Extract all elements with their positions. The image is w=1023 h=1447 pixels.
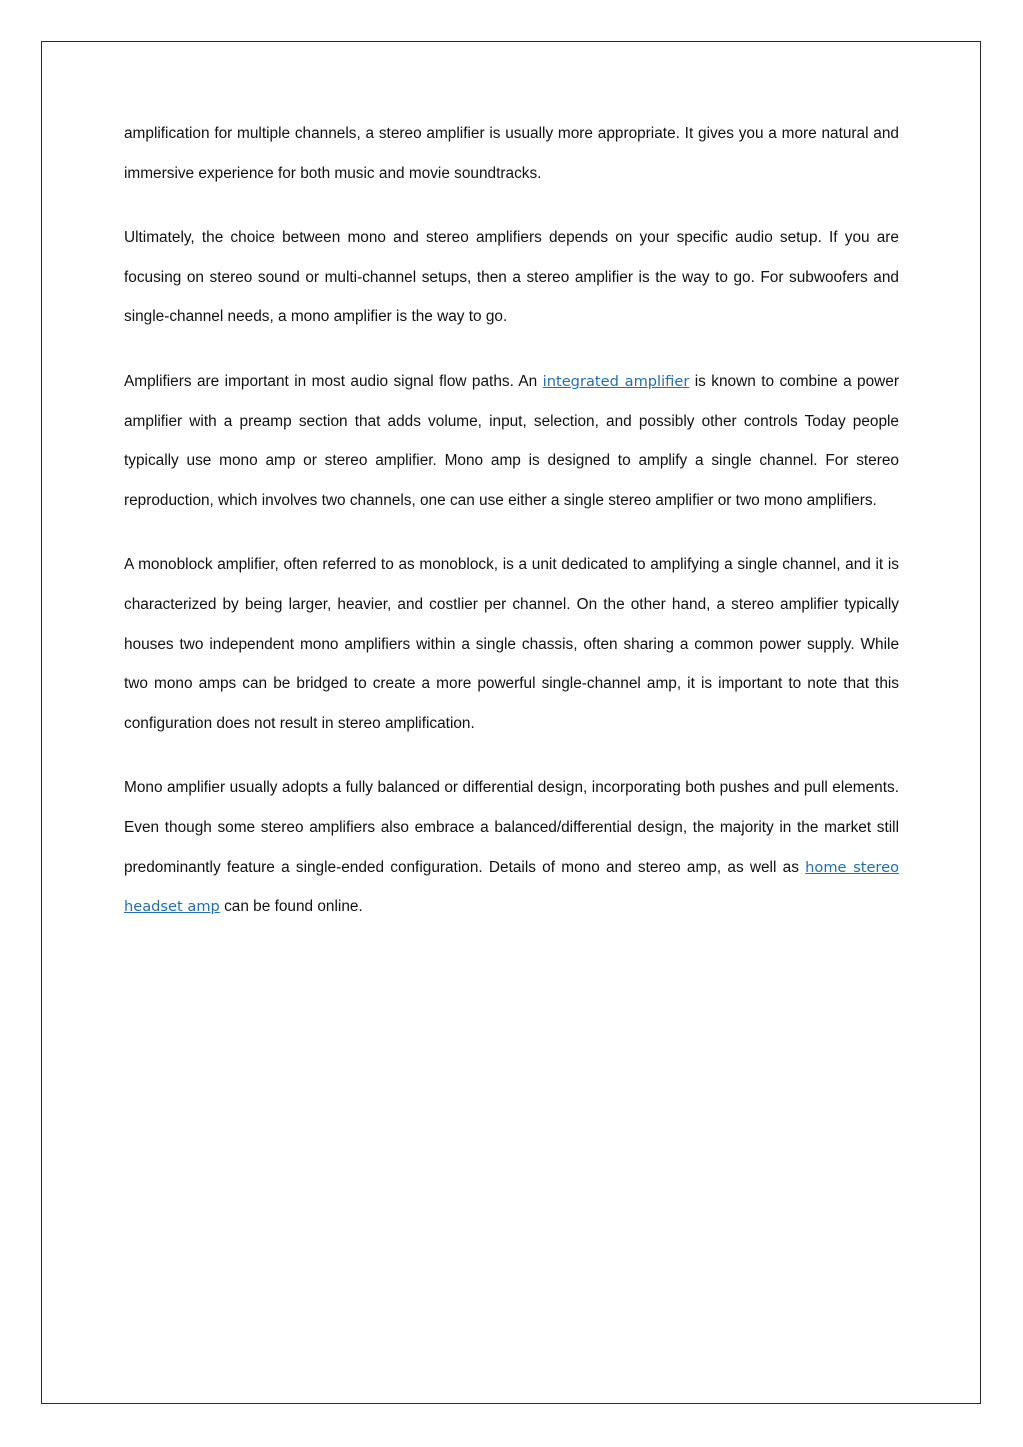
paragraph-3-text-before-link: Amplifiers are important in most audio signal flow paths. An	[124, 372, 543, 390]
document-body	[124, 114, 899, 952]
home-stereo-headset-amp-link[interactable]: home stereo headset amp	[124, 858, 900, 916]
paragraph-3	[124, 362, 899, 520]
paragraph-2: Ultimately, the choice between mono and stereo amplifiers depends on your specific audio setup. If you are focusing on stereo sound or multi-channel setups, then a stereo amplifier is the way to go. For subwoofers and single-channel needs, a mono amplifier is the way to go.	[124, 229, 899, 326]
paragraph-5-text-before-link: Mono amplifier usually adopts a fully balanced or differential design, incorporating both pushes and pull elements. Even though some stereo amplifiers also embrace a balanced/differential design, the majority in the market still predominantly feature a single-ended configuration. Details of mono and stereo amp, as well as	[124, 779, 899, 876]
integrated-amplifier-link[interactable]: integrated amplifier	[542, 372, 690, 390]
paragraph-5-text-after-link: can be found online.	[219, 898, 363, 916]
paragraph-5	[124, 768, 899, 926]
paragraph-3-text-after-link: is known to combine a power amplifier with a preamp section that adds volume, input, selection, and possibly other controls Today people typically use mono amp or stereo amplifier. Mono amp is designed to amplify a single channel. For stereo reproduction, which involves two channels, one can use either a single stereo amplifier or two mono amplifiers.	[124, 372, 899, 509]
paragraph-1: amplification for multiple channels, a stereo amplifier is usually more appropriate. It gives you a more natural and immersive experience for both music and movie soundtracks.	[124, 125, 899, 182]
paragraph-4: A monoblock amplifier, often referred to as monoblock, is a unit dedicated to amplifying a single channel, and it is characterized by being larger, heavier, and costlier per channel. On the other hand, a stereo amplifier typically houses two independent mono amplifiers within a single chassis, often sharing a common power supply. While two mono amps can be bridged to create a more powerful single-channel amp, it is important to note that this configuration does not result in stereo amplification.	[124, 556, 899, 732]
